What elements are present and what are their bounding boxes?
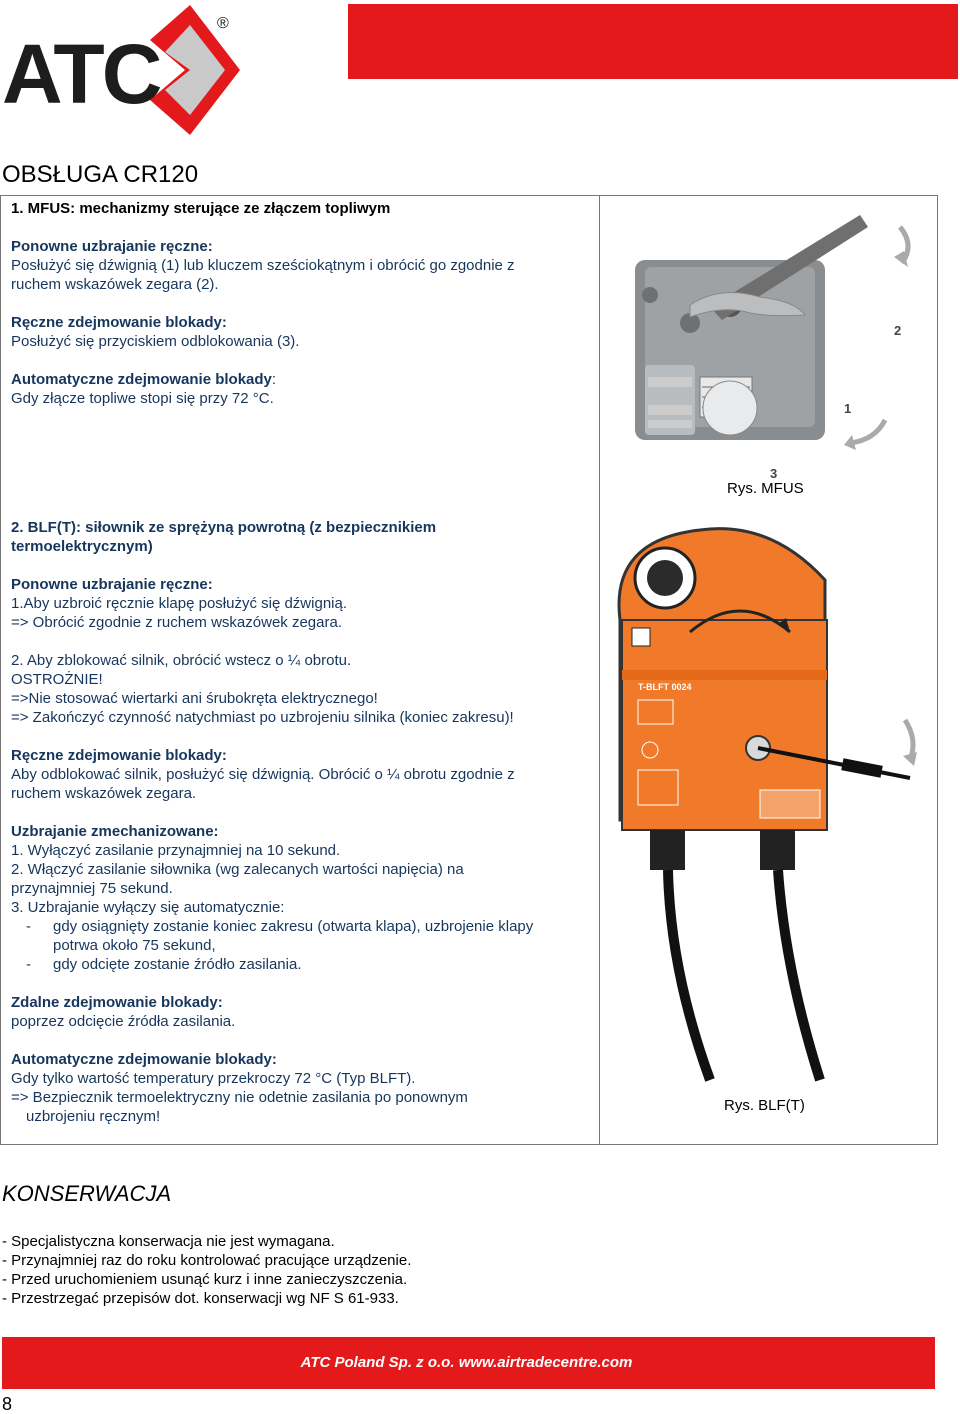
bullet-text: potrwa około 75 sekund, — [53, 937, 216, 954]
section2-manual-unlock-line: ruchem wskazówek zegara. — [11, 785, 197, 802]
maintenance-item: - Specjalistyczna konserwacja nie jest wymagana. — [2, 1233, 335, 1250]
maintenance-item: - Przynajmniej raz do roku kontrolować pracujące urządzenie. — [2, 1252, 412, 1269]
page-number: 8 — [2, 1394, 13, 1414]
svg-text:2: 2 — [894, 323, 902, 338]
svg-text:T-BLFT 0024: T-BLFT 0024 — [638, 682, 692, 692]
section1-manual-unlock-text: Posłużyć się przyciskiem odblokowania (3). — [11, 333, 300, 350]
svg-text:ATC: ATC — [2, 27, 160, 121]
section1-rearm-line: ruchem wskazówek zegara (2). — [11, 276, 219, 293]
section1-auto-unlock-heading: Automatyczne zdejmowanie blokady: — [11, 371, 277, 388]
section2-motor-rearm-line: 1. Wyłączyć zasilanie przynajmniej na 10 sekund. — [11, 842, 341, 859]
maintenance-item: - Przestrzegać przepisów dot. konserwacji wg NF S 61-933. — [2, 1290, 399, 1307]
maintenance-title: KONSERWACJA — [2, 1181, 172, 1206]
section2-rearm-heading: Ponowne uzbrajanie ręczne: — [11, 576, 213, 593]
blft-figure-caption: Rys. BLF(T) — [724, 1097, 805, 1114]
section2-remote-unlock-heading: Zdalne zdejmowanie blokady: — [11, 994, 223, 1011]
mfus-figure — [630, 205, 930, 480]
section2-auto-unlock-heading: Automatyczne zdejmowanie blokady: — [11, 1051, 277, 1068]
section2-auto-unlock-line: uzbrojeniu ręcznym! — [26, 1108, 161, 1125]
section2-manual-unlock-line: Aby odblokować silnik, posłużyć się dźwignią. Obrócić o ¼ obrotu zgodnie z — [11, 766, 515, 783]
footer-text — [0, 1337, 933, 1389]
footer-company: ATC Poland Sp. z o.o. — [300, 1354, 455, 1371]
section2-motor-rearm-line: 2. Włączyć zasilanie siłownika (wg zalecanych wartości napięcia) na — [11, 861, 464, 878]
section1-heading: 1. MFUS: mechanizmy sterujące ze złączem topliwym — [11, 200, 391, 217]
table-divider — [599, 195, 600, 1145]
page-title: OBSŁUGA CR120 — [2, 161, 199, 188]
section2-block-line: 2. Aby zblokować silnik, obrócić wstecz o ¼ obrotu. — [11, 652, 352, 669]
maintenance-item: - Przed uruchomieniem usunąć kurz i inne zanieczyszczenia. — [2, 1271, 408, 1288]
section1-auto-unlock-text: Gdy złącze topliwe stopi się przy 72 °C. — [11, 390, 274, 407]
section2-heading: termoelektrycznym) — [11, 538, 153, 555]
section2-motor-rearm-line: 3. Uzbrajanie wyłączy się automatycznie: — [11, 899, 285, 916]
section1-rearm-line: Posłużyć się dźwignią (1) lub kluczem sześciokątnym i obrócić go zgodnie z — [11, 257, 515, 274]
bullet-dash: - — [26, 918, 31, 935]
atc-logo — [0, 0, 245, 140]
blft-figure — [610, 520, 930, 1090]
section2-heading: 2. BLF(T): siłownik ze sprężyną powrotną (z bezpiecznikiem — [11, 519, 437, 536]
section2-motor-rearm-heading: Uzbrajanie zmechanizowane: — [11, 823, 219, 840]
section2-remote-unlock-text: poprzez odcięcie źródła zasilania. — [11, 1013, 236, 1030]
section2-block-line: => Zakończyć czynność natychmiast po uzbrojeniu silnika (koniec zakresu)! — [11, 709, 514, 726]
section1-rearm-heading: Ponowne uzbrajanie ręczne: — [11, 238, 213, 255]
svg-text:®: ® — [217, 15, 229, 32]
svg-text:3: 3 — [770, 466, 778, 480]
section1-manual-unlock-heading: Ręczne zdejmowanie blokady: — [11, 314, 227, 331]
footer-url[interactable]: www.airtradecentre.com — [458, 1354, 633, 1371]
section2-auto-unlock-line: Gdy tylko wartość temperatury przekroczy 72 °C (Typ BLFT). — [11, 1070, 416, 1087]
svg-text:1: 1 — [844, 401, 852, 416]
bullet-text: gdy odcięte zostanie źródło zasilania. — [53, 956, 302, 973]
section2-block-line: =>Nie stosować wiertarki ani śrubokręta elektrycznego! — [11, 690, 378, 707]
section2-rearm-line: 1.Aby uzbroić ręcznie klapę posłużyć się dźwignią. — [11, 595, 347, 612]
section2-auto-unlock-line: => Bezpiecznik termoelektryczny nie odetnie zasilania po ponownym — [11, 1089, 468, 1106]
section2-manual-unlock-heading: Ręczne zdejmowanie blokady: — [11, 747, 227, 764]
header-red-bar — [348, 4, 958, 79]
section2-motor-rearm-line: przynajmniej 75 sekund. — [11, 880, 173, 897]
section2-rearm-line: => Obrócić zgodnie z ruchem wskazówek zegara. — [11, 614, 342, 631]
bullet-dash: - — [26, 956, 31, 973]
bullet-text: gdy osiągnięty zostanie koniec zakresu (otwarta klapa), uzbrojenie klapy — [53, 918, 534, 935]
section2-block-line: OSTROŻNIE! — [11, 671, 103, 688]
mfus-figure-caption: Rys. MFUS — [727, 480, 804, 497]
